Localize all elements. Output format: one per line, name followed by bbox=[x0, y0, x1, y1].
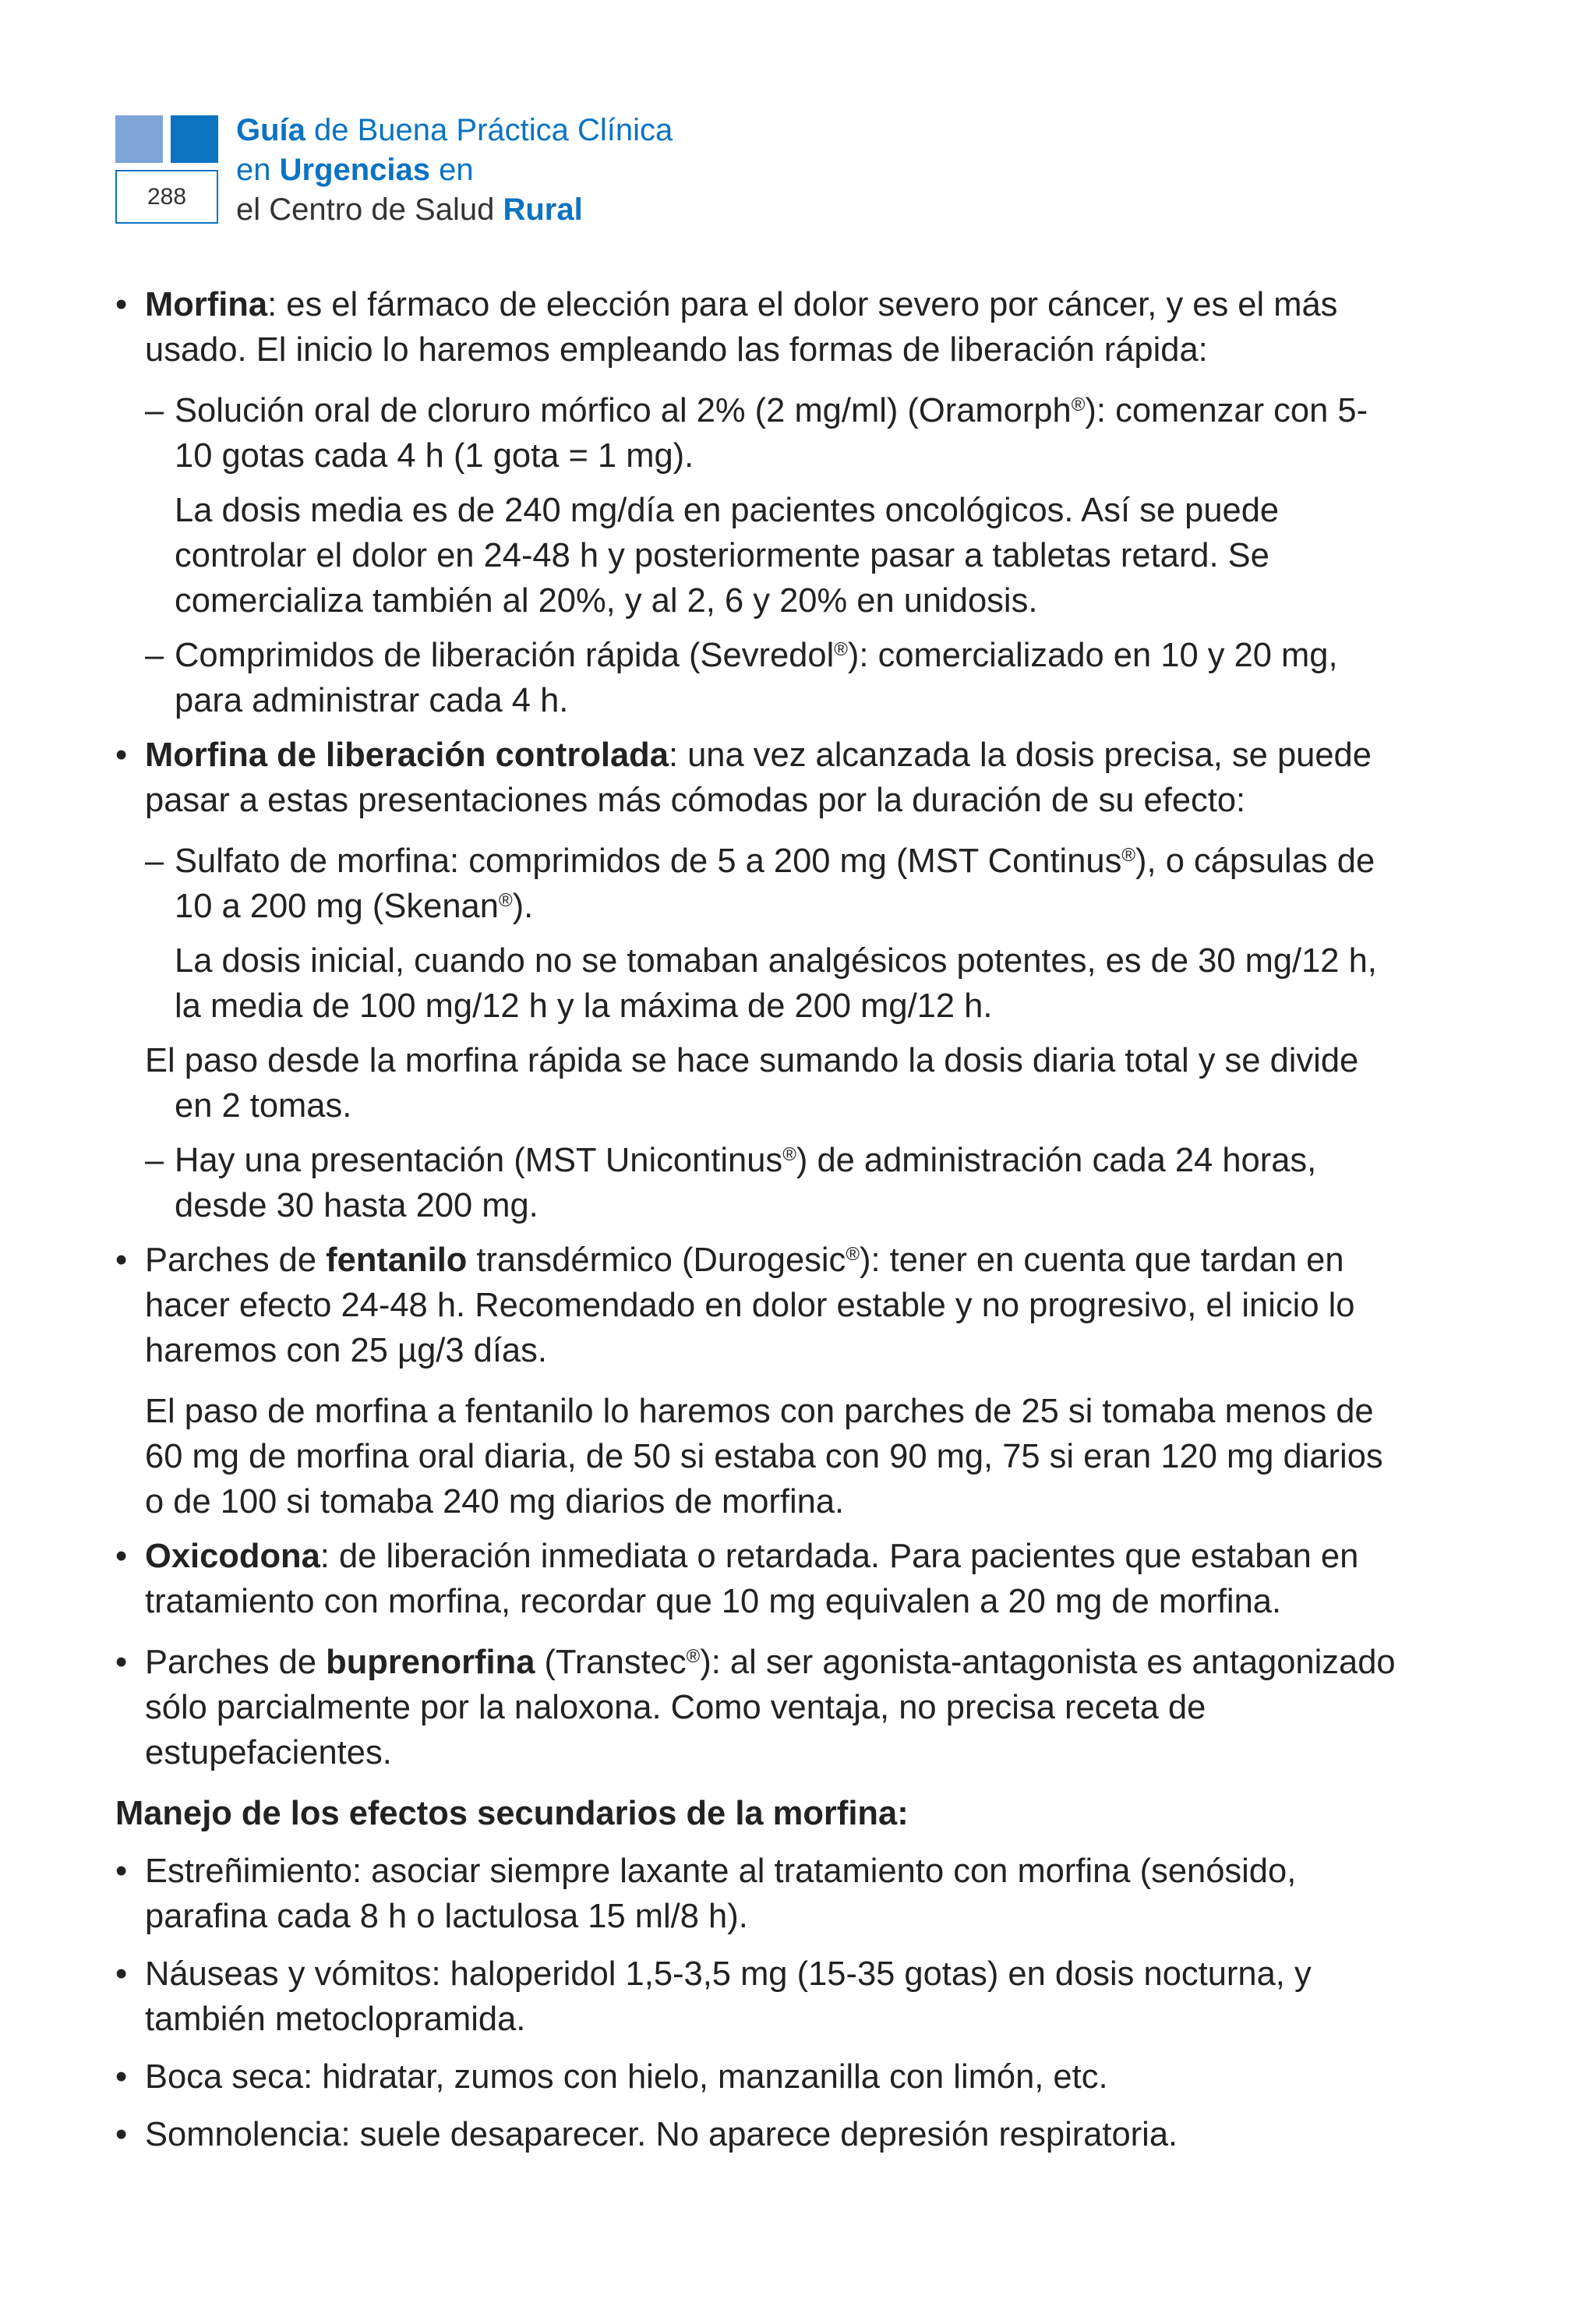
subitem-comprimidos: – Comprimidos de liberación rápida (Sevredol®): comercializado en 10 y 20 mg, para administrar cada 4 h. bbox=[145, 633, 1403, 723]
list-item-morfina-controlada: • Morfina de liberación controlada: una vez alcanzada la dosis precisa, se puede pasar a estas presentaciones más cómodas por la duración de su efecto: bbox=[115, 733, 1403, 823]
logo-square-dark bbox=[171, 115, 218, 163]
paragraph-dosis-media: La dosis media es de 240 mg/día en pacientes oncológicos. Así se puede controlar el dolor en 24-48 h y posteriormente pasar a tabletas retard. Se comercializa también al 20%, y al 2, 6 y 20% en unidosis. bbox=[175, 492, 1280, 620]
list-item: • Boca seca: hidratar, zumos con hielo, manzanilla con limón, etc. bbox=[115, 2054, 1403, 2100]
list-item-morfina: • Morfina: es el fármaco de elección para el dolor severo por cáncer, y es el más usado. El inicio lo haremos empleando las formas de liberación rápida: bbox=[115, 282, 1403, 373]
list-item-buprenorfina: • Parches de buprenorfina (Transtec®): al ser agonista-antagonista es antagonizado sólo parcialmente por la naloxona. Como ventaja, no precisa receta de estupefacientes. bbox=[115, 1640, 1403, 1775]
guide-title-line-3: el Centro de Salud Rural bbox=[236, 192, 583, 227]
list-item: • Somnolencia: suele desaparecer. No aparece depresión respiratoria. bbox=[115, 2112, 1403, 2157]
list-item: • Náuseas y vómitos: haloperidol 1,5-3,5 mg (15-35 gotas) en dosis nocturna, y también metoclopramida. bbox=[115, 1951, 1403, 2042]
subitem-solucion-oral: – Solución oral de cloruro mórfico al 2% (2 mg/ml) (Oramorph®): comenzar con 5-10 gotas cada 4 h (1 gota = 1 mg). bbox=[145, 388, 1403, 479]
list-item: • Estreñimiento: asociar siempre laxante al tratamiento con morfina (senósido, parafina cada 8 h o lactulosa 15 ml/8 h). bbox=[115, 1849, 1403, 1939]
guide-title-line-1: Guía de Buena Práctica Clínica bbox=[236, 113, 673, 147]
paragraph-paso-rapida: El paso desde la morfina rápida se hace sumando la dosis diaria total y se divide en 2 tomas. bbox=[145, 1042, 1359, 1125]
page-number: 288 bbox=[115, 170, 218, 224]
logo-square-light bbox=[115, 115, 163, 163]
guide-logo bbox=[115, 115, 221, 226]
paragraph-paso-fentanilo: El paso de morfina a fentanilo lo haremos con parches de 25 si tomaba menos de 60 mg de morfina oral diaria, de 50 si estaba con 90 mg, 75 si eran 120 mg diarios o de 100 si tomaba 240 mg diarios de morfina. bbox=[145, 1393, 1383, 1521]
page-content bbox=[115, 282, 1403, 2170]
guide-title-line-2: en Urgencias en bbox=[236, 153, 474, 187]
list-item-fentanilo: • Parches de fentanilo transdérmico (Durogesic®): tener en cuenta que tardan en hacer efecto 24-48 h. Recomendado en dolor estable y no progresivo, el inicio lo haremos con 25 µg/3 días. bbox=[115, 1238, 1403, 1373]
section-heading: Manejo de los efectos secundarios de la morfina: bbox=[115, 1795, 909, 1832]
subitem-unicontinus: – Hay una presentación (MST Unicontinus®) de administración cada 24 horas, desde 30 hasta 200 mg. bbox=[145, 1138, 1403, 1228]
guide-title bbox=[236, 111, 673, 230]
subitem-sulfato: – Sulfato de morfina: comprimidos de 5 a 200 mg (MST Continus®), o cápsulas de 10 a 200 mg (Skenan®). bbox=[145, 839, 1403, 929]
paragraph-dosis-inicial: La dosis inicial, cuando no se tomaban analgésicos potentes, es de 30 mg/12 h, la media de 100 mg/12 h y la máxima de 200 mg/12 h. bbox=[175, 942, 1377, 1025]
list-item-oxicodona: • Oxicodona: de liberación inmediata o retardada. Para pacientes que estaban en tratamiento con morfina, recordar que 10 mg equivalen a 20 mg de morfina. bbox=[115, 1534, 1403, 1624]
